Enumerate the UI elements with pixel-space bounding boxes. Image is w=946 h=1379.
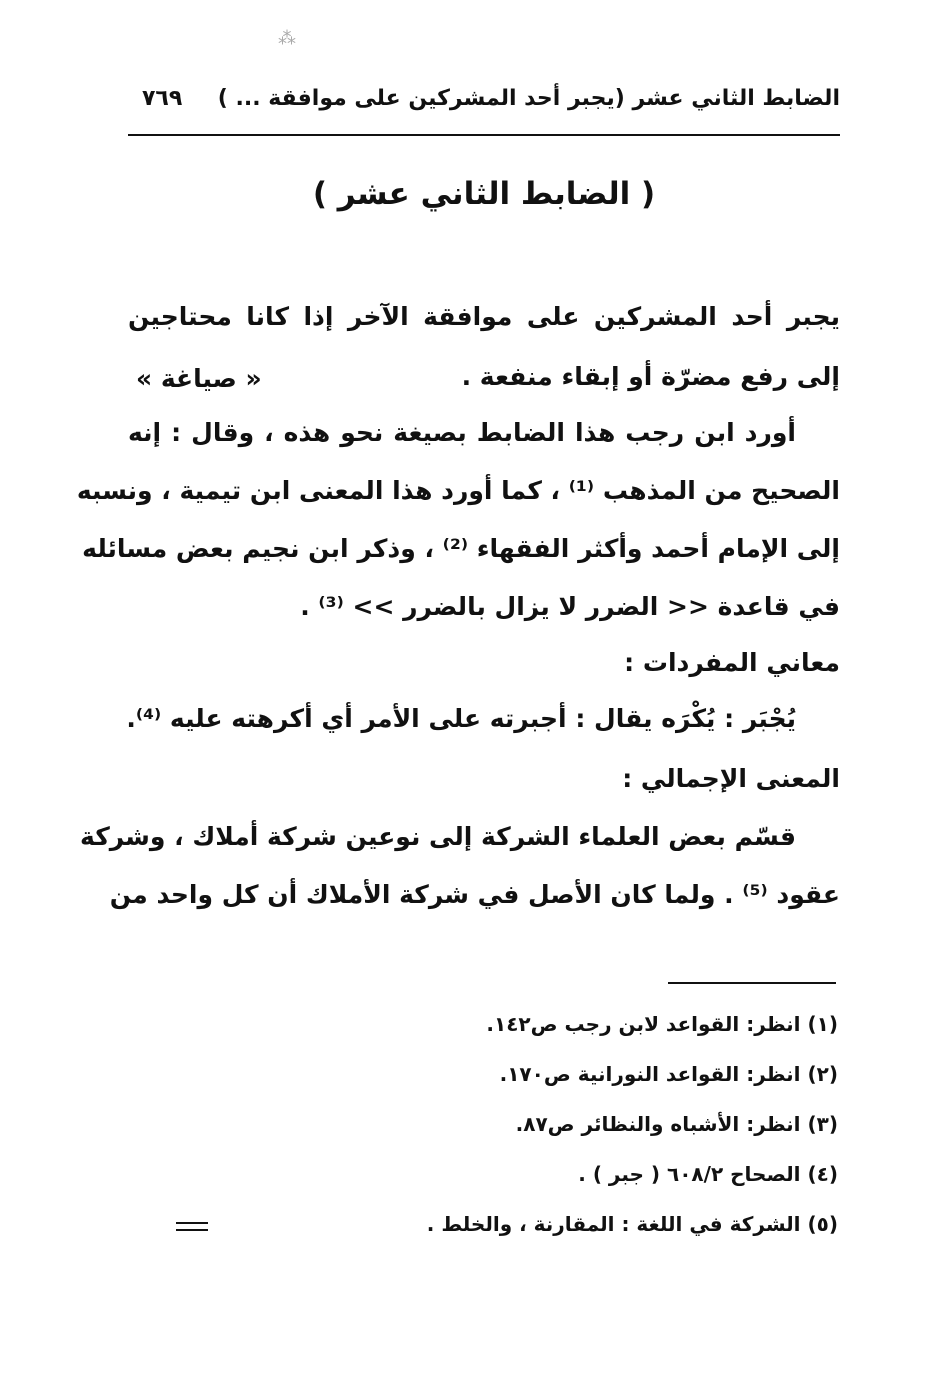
paragraph1-line-3: إلى الإمام أحمد وأكثر الفقهاء ⁽²⁾ ، وذكر ابن نجيم بعض مسائله (82, 534, 840, 563)
footnote-3: (٣) انظر: الأشباه والنظائر ص٨٧. (515, 1112, 838, 1136)
rule-line-1: يجبر أحد المشركين على موافقة الآخر إذا كانا محتاجين (128, 302, 840, 331)
footnote-2: (٢) انظر: القواعد النورانية ص١٧٠. (499, 1062, 838, 1086)
footnote-4: (٤) الصحاح ٦٠٨/٢ ( جبر ) . (578, 1162, 838, 1186)
paragraph1-line-2: الصحيح من المذهب ⁽¹⁾ ، كما أورد هذا المعنى ابن تيمية ، ونسبه (76, 476, 840, 505)
paragraph1-line-1: أورد ابن رجب هذا الضابط بصيغة نحو هذه ، وقال : إنه (128, 418, 796, 447)
general-meaning-line-1: قسّم بعض العلماء الشركة إلى نوعين شركة أملاك ، وشركة (80, 822, 796, 851)
footnote-rule (668, 982, 836, 984)
footnote-1: (١) انظر: القواعد لابن رجب ص١٤٢. (486, 1012, 838, 1036)
page-number: ٧٦٩ (142, 86, 183, 111)
rule-label: « صياغة » (136, 364, 262, 393)
rule-line-2: إلى رفع مضرّة أو إبقاء منفعة . (461, 362, 840, 391)
footnote-5: (٥) الشركة في اللغة : المقارنة ، والخلط . (426, 1212, 838, 1236)
scan-artifact-mark: ⁂ (278, 28, 296, 49)
running-title: الضابط الثاني عشر (يجبر أحد المشركين على موافقة ... ) (217, 86, 840, 111)
continuation-mark (176, 1222, 208, 1236)
paragraph1-line-4: في قاعدة << الضرر لا يزال بالضرر >> ⁽³⁾ . (300, 592, 840, 621)
section-title: ( الضابط الثاني عشر ) (312, 176, 656, 212)
running-header (128, 86, 840, 126)
vocab-heading: معاني المفردات : (624, 648, 840, 677)
general-meaning-heading: المعنى الإجمالي : (622, 764, 840, 793)
vocab-entry: يُجْبَر : يُكْرَه يقال : أجبرته على الأمر أي أكرهته عليه ⁽⁴⁾. (126, 704, 796, 733)
header-rule (128, 134, 840, 136)
general-meaning-line-2: عقود ⁽⁵⁾ . ولما كان الأصل في شركة الأملاك أن كل واحد من (109, 880, 840, 909)
